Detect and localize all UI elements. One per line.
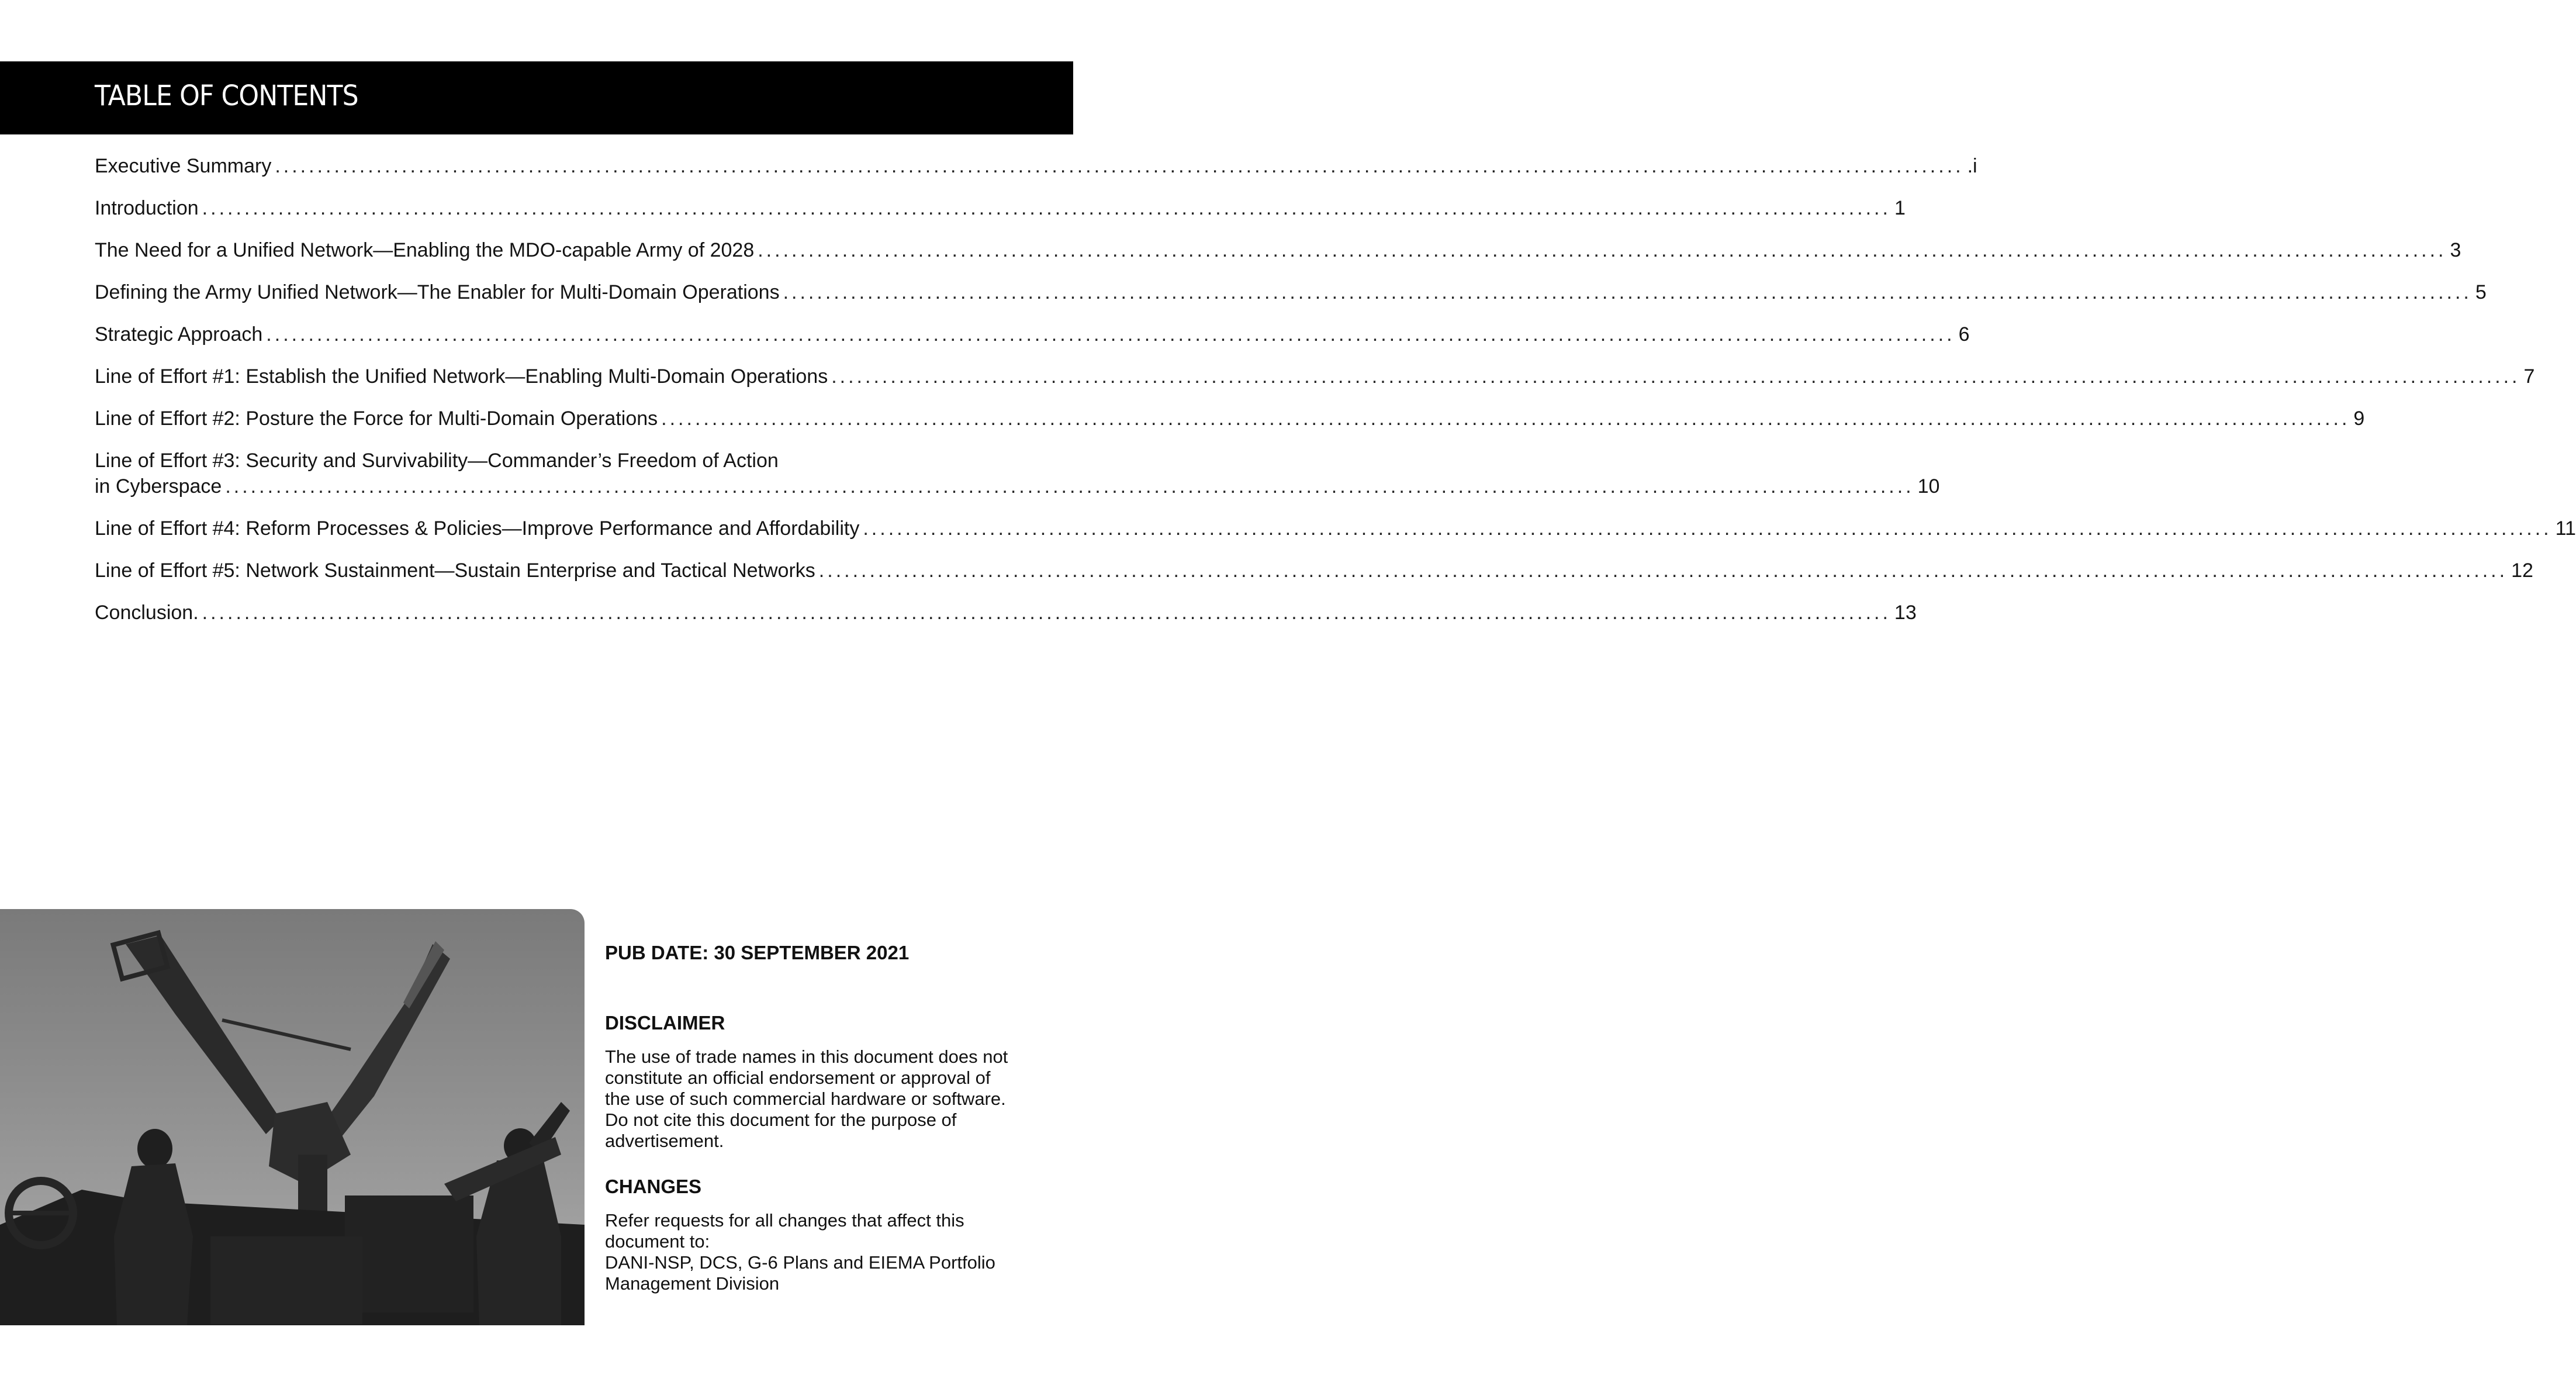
toc-entry-loe-5[interactable] [95,558,2533,583]
page-title: TABLE OF CONTENTS [95,80,358,112]
dot-leader: ........................................................................................................................................................................................................ [831,365,2520,388]
toc-entry-loe-2[interactable] [95,406,2365,431]
toc-entry-page: 13 [1894,602,1917,624]
toc-entry-label: Strategic Approach [95,323,263,345]
dot-leader: ........................................................................................................................................................................................................ [783,281,2472,303]
toc-entry-label: The Need for a Unified Network—Enabling the MDO-capable Army of 2028 [95,239,755,261]
publication-info [605,941,1014,1294]
dot-leader: ........................................................................................................................................................................................................ [266,323,1955,345]
toc-entry-label: Line of Effort #1: Establish the Unified Network—Enabling Multi-Domain Operations [95,365,828,388]
toc-entry-page: 1 [1894,197,1906,219]
dot-leader: ........................................................................................................................................................................................................ [863,517,2552,540]
toc-entry-conclusion[interactable] [95,600,1917,626]
toc-entry-label: Line of Effort #3: Security and Survivability—Commander’s Freedom of Action [95,450,779,472]
toc-entry-page: 9 [2353,407,2365,430]
toc-entry-label-continued: in Cyberspace [95,475,222,497]
disclaimer-text: The use of trade names in this document does not constitute an official endorsement or approval of the use of such commercial hardware or software. Do not cite this document for the purpose of advertisement. [605,1046,1008,1151]
dot-leader: ........................................................................................................................................................................................................ [661,407,2350,430]
toc-entry-page: 11 [2555,517,2576,540]
disclaimer-heading: DISCLAIMER [605,1012,725,1034]
toc-entry-page: 12 [2511,559,2533,582]
toc-entry-page: 6 [1958,323,1970,345]
toc-entry-executive-summary[interactable] [95,153,1977,179]
toc-entry-page: 7 [2523,365,2535,388]
toc-entry-label: Defining the Army Unified Network—The Enabler for Multi-Domain Operations [95,281,780,303]
toc-entry-strategic-approach[interactable] [95,322,1970,347]
changes-text: Refer requests for all changes that affect this document to: [605,1210,964,1252]
satellite-antenna-photo [0,909,585,1325]
toc-entry-need-unified-network[interactable] [95,237,2461,263]
toc-entry-introduction[interactable] [95,195,1906,221]
dot-leader: ........................................................................................................................................................................................................ [202,602,1891,624]
dot-leader: ........................................................................................................................................................................................................ [275,155,1964,177]
changes-heading: CHANGES [605,1176,702,1197]
toc-entry-loe-4[interactable] [95,516,2576,541]
toc-entry-page: 5 [2475,281,2487,303]
toc-entry-loe-1[interactable] [95,364,2535,389]
dot-leader: ........................................................................................................................................................................................................ [202,197,1891,219]
dot-leader: ........................................................................................................................................................................................................ [758,239,2447,261]
toc-entry-defining-network[interactable] [95,279,2487,305]
dot-leader: ........................................................................................................................................................................................................ [225,475,1914,497]
toc-entry-page: .i [1967,155,1977,177]
toc-entry-label: Conclusion. [95,602,199,624]
pub-date: PUB DATE: 30 SEPTEMBER 2021 [605,942,910,963]
toc-entry-page: 10 [1917,475,1940,497]
changes-contact: DANI-NSP, DCS, G-6 Plans and EIEMA Portfolio Management Division [605,1252,995,1294]
table-of-contents [95,153,2576,642]
toc-entry-page: 3 [2450,239,2461,261]
toc-entry-label: Line of Effort #2: Posture the Force for Multi-Domain Operations [95,407,658,430]
toc-entry-label: Line of Effort #5: Network Sustainment—Sustain Enterprise and Tactical Networks [95,559,815,582]
toc-entry-label: Introduction [95,197,199,219]
toc-entry-label: Executive Summary [95,155,272,177]
toc-entry-label: Line of Effort #4: Reform Processes & Policies—Improve Performance and Affordability [95,517,860,540]
toc-entry-loe-3[interactable] [95,448,1940,499]
dot-leader: ........................................................................................................................................................................................................ [818,559,2508,582]
